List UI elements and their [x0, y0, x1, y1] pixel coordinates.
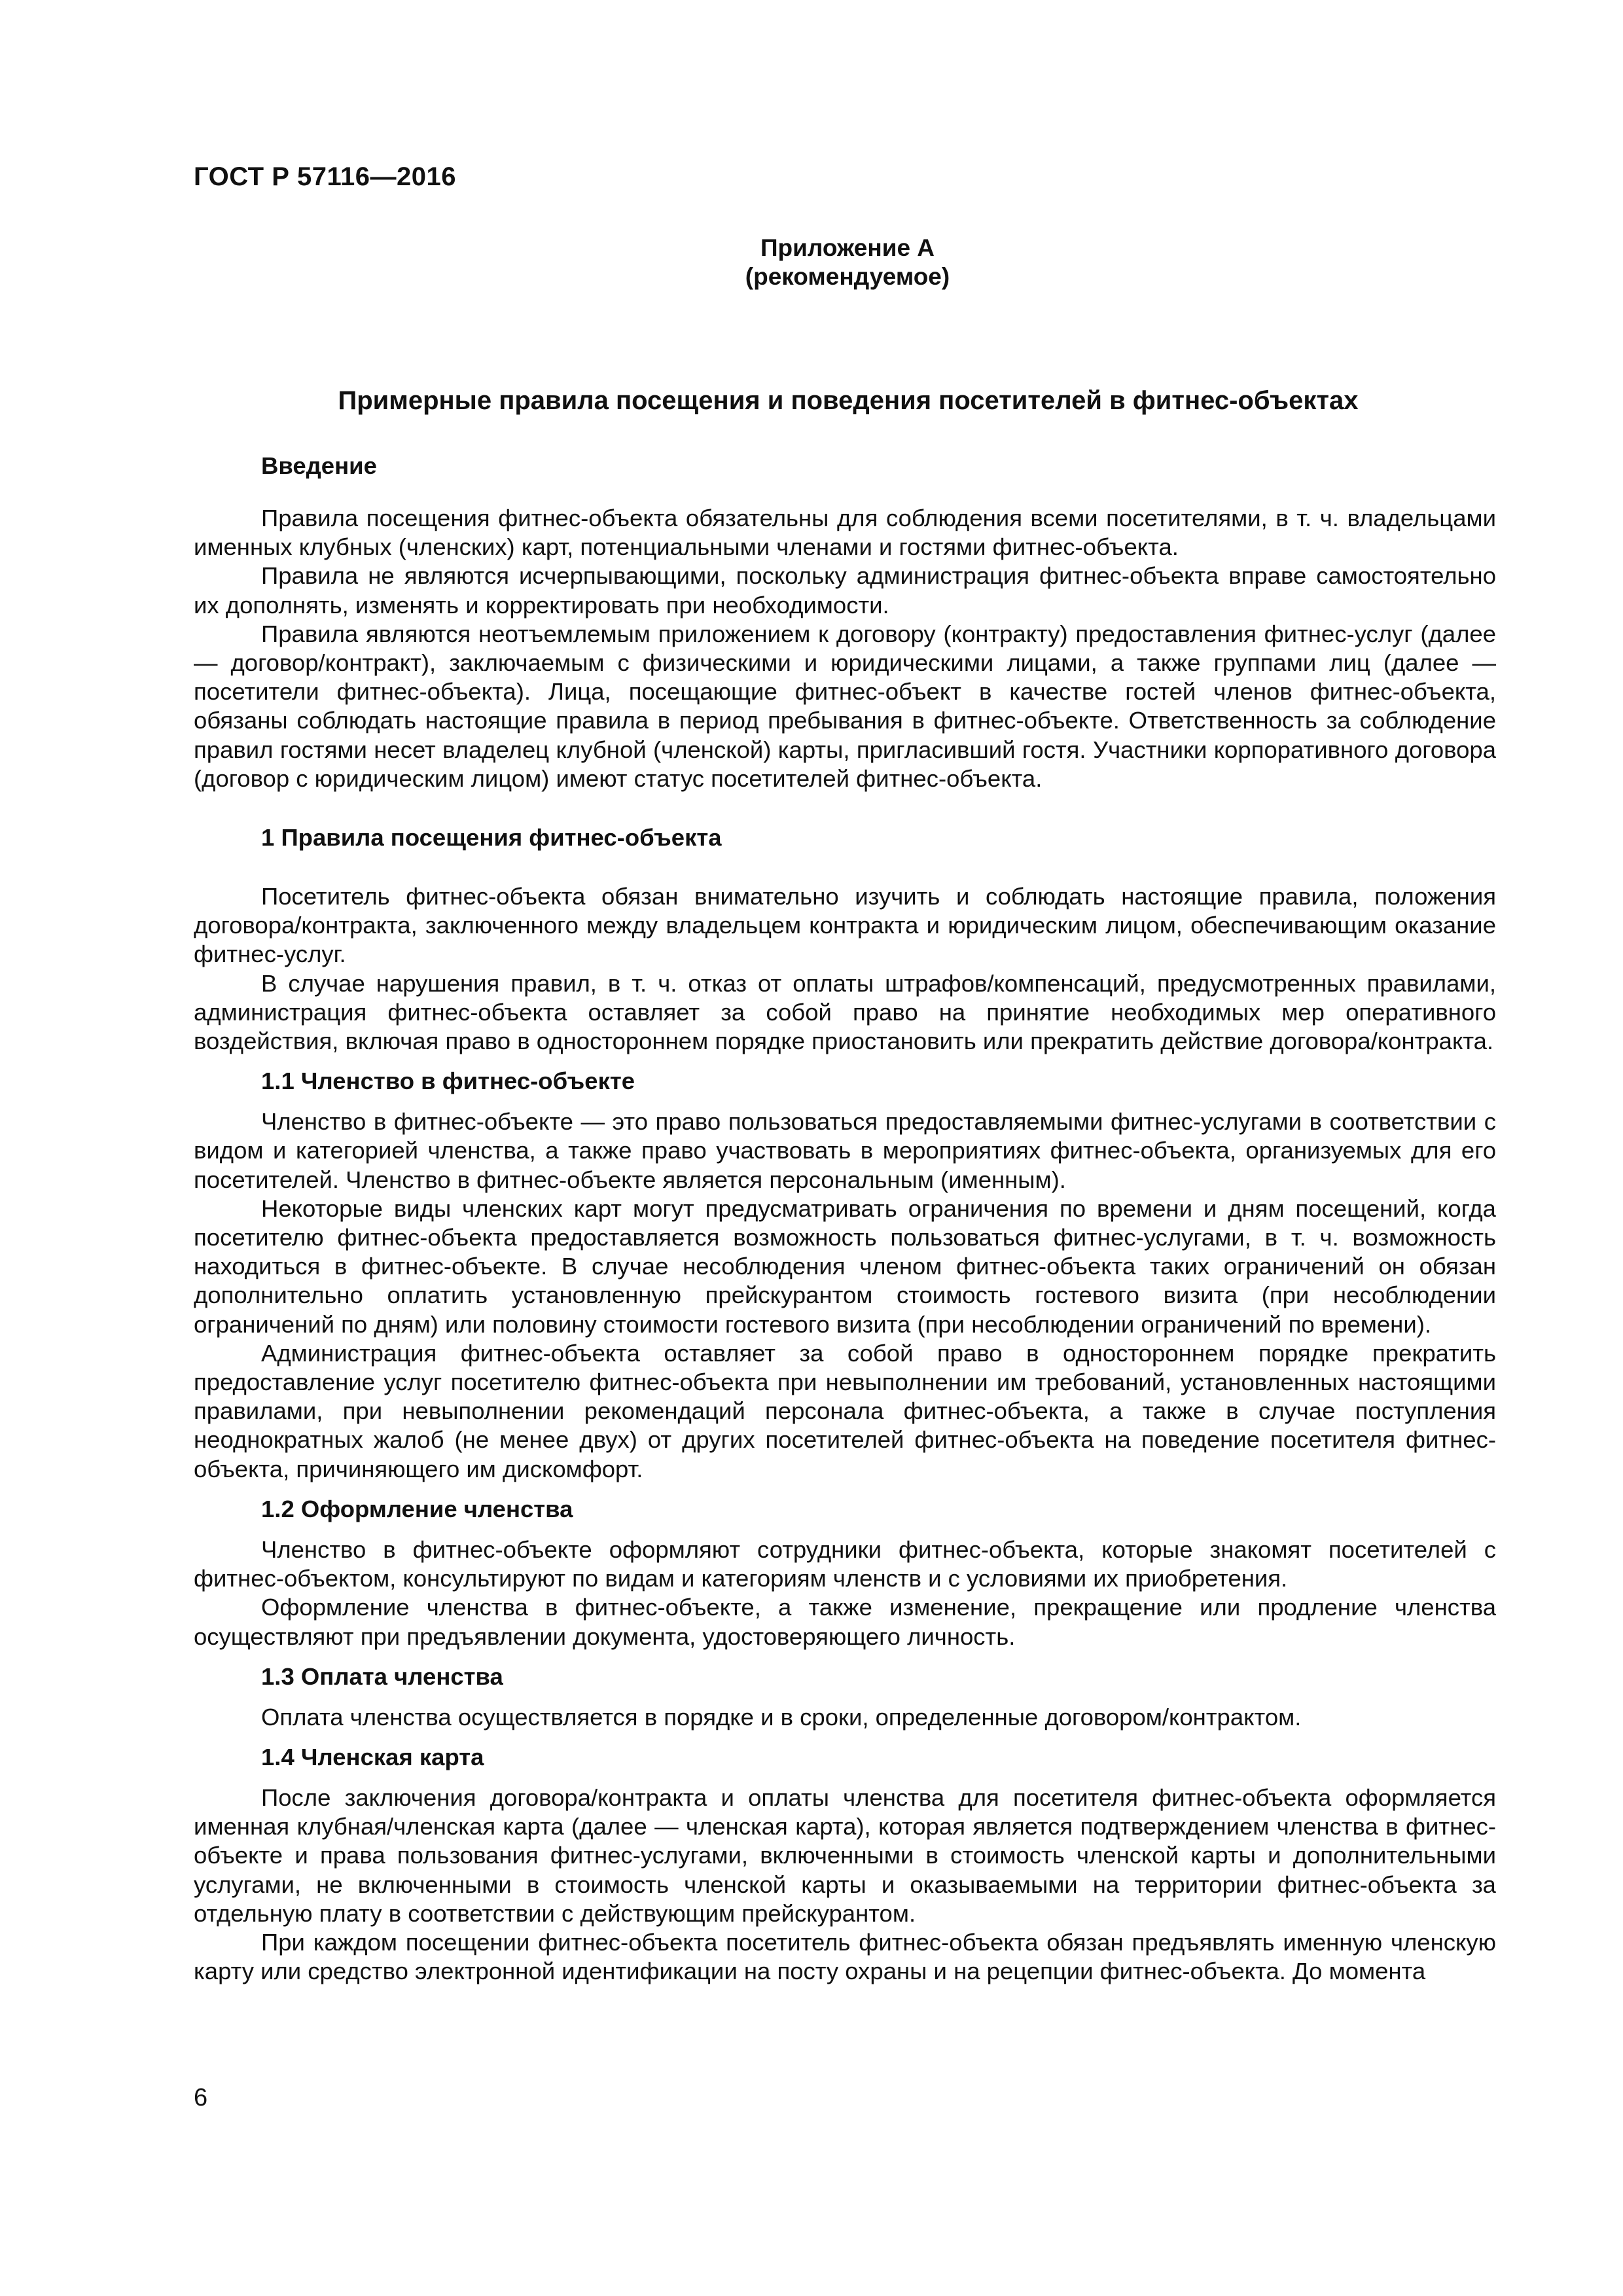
- paragraph: Посетитель фитнес-объекта обязан внимательно изучить и соблюдать настоящие правила, положения договора/контракта, заключенного между владельцем контракта и юридическим лицом, обеспечивающим оказание фитнес-услуг.: [194, 883, 1496, 968]
- paragraph: В случае нарушения правил, в т. ч. отказ от оплаты штрафов/компенсаций, предусмотренных правилами, администрация фитнес-объекта оставляет за собой право на принятие необходимых мер оперативного воздействия, включая право в одностороннем порядке приостановить или прекратить действие договора/контракта.: [194, 969, 1496, 1055]
- section-heading-1: 1 Правила посещения фитнес-объекта: [261, 824, 722, 852]
- paragraph: Членство в фитнес-объекте оформляют сотрудники фитнес-объекта, которые знакомят посетителей с фитнес-объектом, консультируют по видам и категориям членств и с условиями их приобретения.: [194, 1535, 1496, 1592]
- section-heading-intro: Введение: [261, 452, 377, 479]
- appendix-status: (рекомендуемое): [745, 263, 950, 290]
- paragraph: Правила не являются исчерпывающими, поскольку администрация фитнес-объекта вправе самостоятельно их дополнять, изменять и корректировать при необходимости.: [194, 562, 1496, 619]
- section-heading-1-2: 1.2 Оформление членства: [261, 1495, 573, 1522]
- page-number: 6: [194, 2084, 208, 2111]
- paragraph: После заключения договора/контракта и оплаты членства для посетителя фитнес-объекта оформляется именная клубная/членская карта (далее — членская карта), которая является подтверждением членства в фитнес-объекте и права пользования фитнес-услугами, включенными в стоимость членской карты и дополнительными услугами, не включенными в стоимость членской карты и оказываемыми на территории фитнес-объекта за отдельную плату в соответствии с действующим прейскурантом.: [194, 1784, 1496, 1927]
- paragraph: Некоторые виды членских карт могут предусматривать ограничения по времени и дням посещений, когда посетителю фитнес-объекта предоставляется возможность пользоваться фитнес-услугами, в т. ч. возможность находиться в фитнес-объекте. В случае несоблюдения членом фитнес-объекта таких ограничений он обязан дополнительно оплатить установленную прейскурантом стоимость гостевого визита (при несоблюдении ограничений по дням) или половину стоимости гостевого визита (при несоблюдении ограничений по времени).: [194, 1194, 1496, 1338]
- section-heading-1-1: 1.1 Членство в фитнес-объекте: [261, 1067, 635, 1095]
- section-heading-1-3: 1.3 Оплата членства: [261, 1662, 503, 1690]
- paragraph: Оформление членства в фитнес-объекте, а также изменение, прекращение или продление членства осуществляют при предъявлении документа, удостоверяющего личность.: [194, 1594, 1496, 1650]
- document-code: ГОСТ Р 57116—2016: [194, 162, 456, 191]
- page-title: Примерные правила посещения и поведения посетителей в фитнес-объектах: [338, 386, 1359, 415]
- paragraph: Членство в фитнес-объекте — это право пользоваться предоставляемыми фитнес-услугами в соответствии с видом и категорией членства, а также право участвовать в мероприятиях фитнес-объекта, организуемых для его посетителей. Членство в фитнес-объекте является персональным (именным).: [194, 1108, 1496, 1193]
- paragraph: Правила являются неотъемлемым приложением к договору (контракту) предоставления фитнес-услуг (далее — договор/контракт), заключаемым с физическими и юридическими лицами, а также группами лиц (далее — посетители фитнес-объекта). Лица, посещающие фитнес-объект в качестве гостей членов фитнес-объекта, обязаны соблюдать настоящие правила в период пребывания в фитнес-объекте. Ответственность за соблюдение правил гостями несет владелец клубной (членской) карты, пригласивший гостя. Участники корпоративного договора (договор с юридическим лицом) имеют статус посетителей фитнес-объекта.: [194, 620, 1496, 792]
- section-heading-1-4: 1.4 Членская карта: [261, 1743, 484, 1770]
- paragraph: При каждом посещении фитнес-объекта посетитель фитнес-объекта обязан предъявлять именную членскую карту или средство электронной идентификации на посту охраны и на рецепции фитнес-объекта. До момента: [194, 1928, 1496, 1985]
- appendix-title: Приложение А: [760, 234, 935, 261]
- paragraph: Правила посещения фитнес-объекта обязательны для соблюдения всеми посетителями, в т. ч. владельцами именных клубных (членских) карт, потенциальными членами и гостями фитнес-объекта.: [194, 505, 1496, 561]
- paragraph: Администрация фитнес-объекта оставляет за собой право в одностороннем порядке прекратить предоставление услуг посетителю фитнес-объекта при невыполнении им требований, установленных настоящими правилами, при невыполнении рекомендаций персонала фитнес-объекта, а также в случае поступления неоднократных жалоб (не менее двух) от других посетителей фитнес-объекта на поведение посетителя фитнес-объекта, причиняющего им дискомфорт.: [194, 1339, 1496, 1482]
- document-body: [194, 452, 1496, 1986]
- paragraph: Оплата членства осуществляется в порядке и в сроки, определенные договором/контрактом.: [261, 1703, 1302, 1731]
